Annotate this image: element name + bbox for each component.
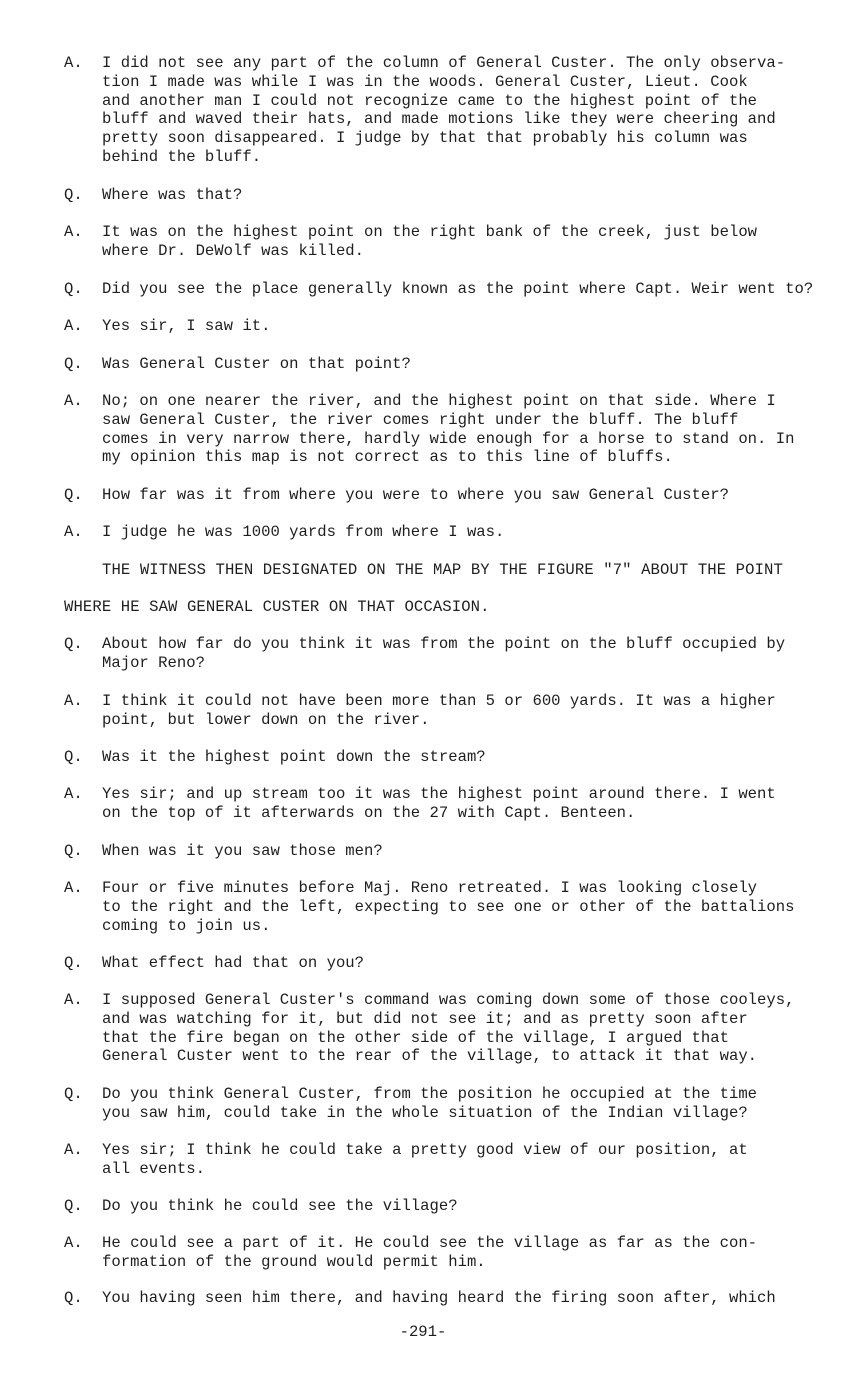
- speaker-mark: Q.: [64, 954, 83, 972]
- entry-text: Yes sir, I saw it.: [102, 317, 271, 335]
- answer-entry: [64, 523, 804, 542]
- answer-entry: [64, 223, 804, 261]
- answer-entry: [64, 1234, 804, 1272]
- question-entry: [64, 355, 804, 374]
- question-entry: [64, 186, 804, 205]
- answer-entry: [64, 879, 804, 935]
- question-entry: [64, 635, 804, 673]
- entry-text: Did you see the place generally known as the point where Capt. Weir went to?: [102, 280, 814, 298]
- entry-text: About how far do you think it was from the point on the bluff occupied by Major Reno?: [102, 635, 786, 672]
- question-entry: [64, 280, 824, 299]
- speaker-mark: Q.: [64, 1289, 83, 1307]
- answer-entry: [64, 392, 804, 467]
- answer-entry: [64, 991, 804, 1066]
- entry-text: You having seen him there, and having heard the firing soon after, which: [102, 1289, 776, 1307]
- speaker-mark: A.: [64, 692, 83, 710]
- question-entry: [64, 954, 804, 973]
- entry-text: Was it the highest point down the stream?: [102, 748, 486, 766]
- entry-text: I judge he was 1000 yards from where I was.: [102, 523, 505, 541]
- entry-text: I did not see any part of the column of General Custer. The only observa- tion I made was while I was in the woods. General Custer, Lieut. Cook and another man I could not recognize came to the highest point of the bluff and waved their hats, and made motions like they were cheering and pretty soon disappeared. I judge by that that probably his column was behind the bluff.: [102, 54, 786, 166]
- entry-text: I supposed General Custer's command was coming down some of those cooleys, and was watching for it, but did not see it; and as pretty soon after that the fire began on the other side of the village, I argued that General Custer went to the rear of the village, to attack it that way.: [102, 991, 795, 1066]
- speaker-mark: A.: [64, 54, 83, 72]
- entry-text: When was it you saw those men?: [102, 842, 383, 860]
- question-entry: [64, 1197, 804, 1216]
- question-entry: [64, 1289, 804, 1308]
- entry-text: It was on the highest point on the right bank of the creek, just below where Dr. DeWolf was killed.: [102, 223, 758, 260]
- speaker-mark: A.: [64, 523, 83, 541]
- answer-entry: [64, 785, 804, 823]
- question-entry: [64, 842, 804, 861]
- entry-text: Do you think he could see the village?: [102, 1197, 458, 1215]
- answer-entry: [64, 1141, 804, 1179]
- entry-text: Four or five minutes before Maj. Reno retreated. I was looking closely to the right and the left, expecting to see one or other of the battalions coming to join us.: [102, 879, 795, 935]
- question-entry: [64, 1085, 804, 1123]
- entry-text: Where was that?: [102, 186, 243, 204]
- entry-text: Yes sir; and up stream too it was the highest point around there. I went on the top of it afterwards on the 27 with Capt. Benteen.: [102, 785, 776, 822]
- speaker-mark: A.: [64, 392, 83, 410]
- speaker-mark: Q.: [64, 486, 83, 504]
- entry-text: Was General Custer on that point?: [102, 355, 411, 373]
- entry-text: I think it could not have been more than 5 or 600 yards. It was a higher point, but lower down on the river.: [102, 692, 776, 729]
- entry-text: He could see a part of it. He could see the village as far as the con- formation of the ground would permit him.: [102, 1234, 758, 1271]
- entry-text: Do you think General Custer, from the position he occupied at the time you saw him, could take in the whole situation of the Indian village?: [102, 1085, 758, 1122]
- speaker-mark: Q.: [64, 842, 83, 860]
- speaker-mark: Q.: [64, 635, 83, 653]
- speaker-mark: A.: [64, 991, 83, 1009]
- speaker-mark: A.: [64, 879, 83, 897]
- entry-text: How far was it from where you were to where you saw General Custer?: [102, 486, 729, 504]
- question-entry: [64, 486, 804, 505]
- witness-directive-line2: WHERE HE SAW GENERAL CUSTER ON THAT OCCASION.: [64, 598, 490, 616]
- answer-entry: [64, 317, 804, 336]
- page-number: -291-: [399, 1323, 447, 1341]
- speaker-mark: Q.: [64, 1085, 83, 1103]
- speaker-mark: A.: [64, 317, 83, 335]
- entry-text: What effect had that on you?: [102, 954, 365, 972]
- witness-directive-line1: THE WITNESS THEN DESIGNATED ON THE MAP BY THE FIGURE "7" ABOUT THE POINT: [102, 561, 783, 579]
- speaker-mark: A.: [64, 223, 83, 241]
- speaker-mark: Q.: [64, 280, 83, 298]
- answer-entry: [64, 54, 804, 167]
- question-entry: [64, 748, 804, 767]
- speaker-mark: A.: [64, 1234, 83, 1252]
- speaker-mark: Q.: [64, 186, 83, 204]
- entry-text: Yes sir; I think he could take a pretty good view of our position, at all events.: [102, 1141, 748, 1178]
- speaker-mark: Q.: [64, 1197, 83, 1215]
- answer-entry: [64, 692, 804, 730]
- speaker-mark: Q.: [64, 355, 83, 373]
- speaker-mark: A.: [64, 785, 83, 803]
- speaker-mark: Q.: [64, 748, 83, 766]
- entry-text: No; on one nearer the river, and the highest point on that side. Where I saw General Custer, the river comes right under the bluff. The bluff comes in very narrow there, hardly wide enough for a horse to stand on. In my opinion this map is not correct as to this line of bluffs.: [102, 392, 795, 467]
- speaker-mark: A.: [64, 1141, 83, 1159]
